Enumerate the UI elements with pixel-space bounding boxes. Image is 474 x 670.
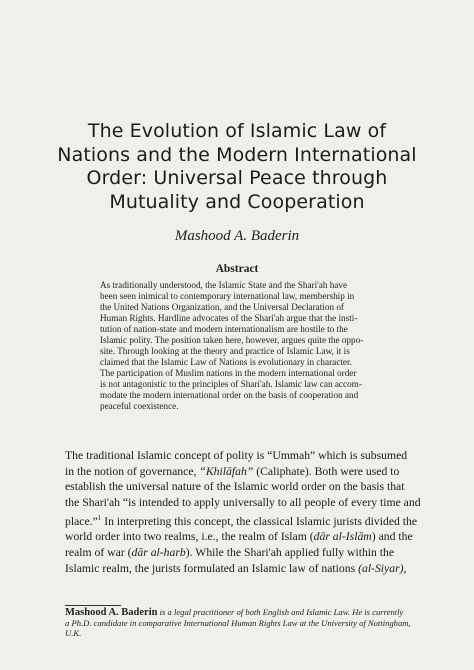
- title-line: Nations and the Modern International: [57, 143, 417, 166]
- abstract-line: claimed that the Islamic Law of Nations is evolutionary in character.: [100, 357, 352, 367]
- abstract-line: modate the modern international order on the basis of cooperation and: [100, 390, 359, 400]
- body-italic-run: “Khilāfah”: [199, 464, 254, 478]
- abstract-line: been seen inimical to contemporary international law, membership in: [100, 291, 355, 301]
- body-text-run: realm of war (: [65, 546, 132, 560]
- article-title: [40, 120, 434, 214]
- author-footnote: [65, 607, 445, 639]
- abstract-line: peaceful coexistence.: [100, 401, 179, 411]
- body-text-run: In interpreting this concept, the classical Islamic jurists divided the: [101, 514, 418, 528]
- abstract-heading: Abstract: [215, 263, 259, 275]
- title-line: The Evolution of Islamic Law of: [87, 120, 387, 142]
- body-line: [65, 479, 445, 495]
- footnote-line: a Ph.D. candidate in comparative International Human Rights Law at the University of Nottingham,: [65, 618, 411, 629]
- body-text-run: in the notion of governance,: [65, 464, 200, 478]
- title-line: Order: Universal Peace through: [86, 167, 388, 189]
- body-line: [65, 561, 445, 577]
- body-italic-run: dār al-Islām: [313, 530, 372, 544]
- body-line: [65, 545, 445, 561]
- body-line: [65, 464, 445, 480]
- footnote-line: [65, 607, 445, 618]
- body-text-run: The traditional Islamic concept of polity is “Ummah” which is subsumed: [65, 449, 408, 462]
- body-paragraph: [65, 448, 445, 577]
- title-line: Mutuality and Cooperation: [109, 190, 365, 213]
- body-line: [65, 448, 445, 464]
- abstract-line: site. Through looking at the theory and practice of Islamic Law, it is: [100, 346, 350, 356]
- body-italic-run: (al-Siyar),: [358, 561, 407, 575]
- footnote-text: is a legal practitioner of both English and Islamic Law. He is currently: [157, 607, 404, 617]
- body-text-run: the Shari'ah “is intended to apply universally to all people of every time and: [65, 496, 421, 510]
- footnote-divider: [65, 605, 121, 606]
- footnote-line: U.K.: [65, 628, 82, 639]
- body-line: [65, 495, 445, 511]
- body-text-run: place.”: [65, 514, 98, 528]
- body-line: [65, 511, 445, 530]
- abstract-line: Human Rights. Hardline advocates of the Shari'ah argue that the insti-: [100, 313, 358, 323]
- body-text-run: Islamic realm, the jurists formulated an Islamic law of nations: [65, 561, 359, 575]
- body-italic-run: dār al-harb: [131, 546, 186, 560]
- abstract-line: The participation of Muslim nations in the modern international order: [100, 368, 357, 378]
- author-name: Mashood A. Baderin: [174, 228, 300, 244]
- abstract-line: tution of nation-state and modern internationalism are hostile to the: [100, 324, 348, 334]
- abstract-line: Islamic polity. The position taken here, however, argues quite the oppo-: [100, 335, 364, 345]
- body-line: [65, 529, 445, 545]
- body-text-run: (Caliphate). Both were used to: [253, 464, 400, 478]
- abstract-line: the United Nations Organization, and the Universal Declaration of: [100, 302, 344, 312]
- abstract-line: is not antagonistic to the principles of Shari'ah. Islamic law can accom-: [100, 379, 362, 389]
- footnote-author-name: Mashood A. Baderin: [65, 607, 158, 618]
- body-text-run: ) and the: [371, 530, 413, 544]
- body-text-run: world order into two realms, i.e., the realm of Islam (: [65, 530, 314, 544]
- abstract-line: As traditionally understood, the Islamic State and the Shari'ah have: [100, 280, 348, 290]
- footnote-marker: 1: [97, 513, 102, 522]
- body-text-run: establish the universal nature of the Islamic world order on the basis that: [65, 480, 405, 494]
- body-text-run: ). While the Shari'ah applied fully within the: [185, 546, 395, 560]
- abstract-text: [100, 280, 400, 412]
